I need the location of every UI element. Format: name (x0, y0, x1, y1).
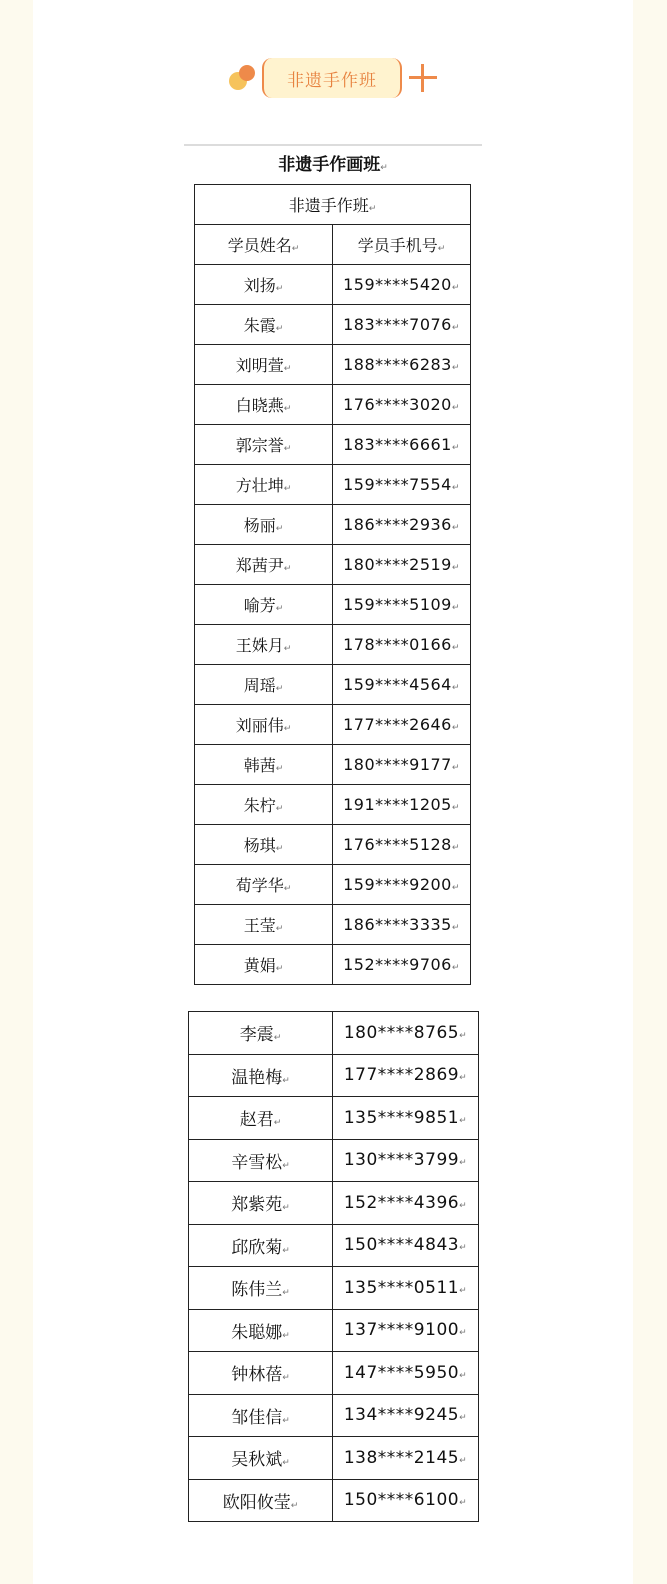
table-row (189, 1479, 479, 1522)
student-name-cell: 朱聪娜↵ (189, 1309, 333, 1352)
table-row (189, 1224, 479, 1267)
student-name-cell: 辛雪松↵ (189, 1139, 333, 1182)
student-name-cell: 周瑶↵ (195, 665, 333, 705)
student-name-cell: 赵君↵ (189, 1097, 333, 1140)
student-phone-cell: 159****7554↵ (333, 465, 471, 505)
student-name-cell: 王莹↵ (195, 905, 333, 945)
student-phone-cell: 138****2145↵ (333, 1437, 479, 1480)
student-name-cell: 郭宗誉↵ (195, 425, 333, 465)
student-table-part2 (188, 1011, 479, 1522)
student-name-cell: 邱欣菊↵ (189, 1224, 333, 1267)
student-phone-cell: 150****4843↵ (333, 1224, 479, 1267)
student-name-cell: 朱霞↵ (195, 305, 333, 345)
table-row (195, 625, 471, 665)
table-row (195, 545, 471, 585)
table-row (189, 1352, 479, 1395)
section-title: 非遗手作班 (262, 58, 402, 98)
table-row (195, 585, 471, 625)
student-name-cell: 陈伟兰↵ (189, 1267, 333, 1310)
table-row (189, 1012, 479, 1055)
student-name-cell: 王姝月↵ (195, 625, 333, 665)
table-row (195, 705, 471, 745)
student-name-cell: 吴秋斌↵ (189, 1437, 333, 1480)
student-phone-cell: 150****6100↵ (333, 1479, 479, 1522)
document-title: 非遗手作画班↵ (278, 155, 388, 175)
student-phone-cell: 137****9100↵ (333, 1309, 479, 1352)
column-header-name: 学员姓名↵ (195, 225, 333, 265)
student-phone-cell: 159****4564↵ (333, 665, 471, 705)
student-phone-cell: 180****8765↵ (333, 1012, 479, 1055)
student-name-cell: 刘明萱↵ (195, 345, 333, 385)
student-table-part1 (194, 184, 471, 985)
table-row (189, 1097, 479, 1140)
table-row (195, 425, 471, 465)
table-row (189, 1437, 479, 1480)
student-name-cell: 杨丽↵ (195, 505, 333, 545)
student-phone-cell: 183****6661↵ (333, 425, 471, 465)
student-phone-cell: 159****5109↵ (333, 585, 471, 625)
table-row (189, 1182, 479, 1225)
table-row (195, 785, 471, 825)
student-phone-cell: 134****9245↵ (333, 1394, 479, 1437)
student-phone-cell: 147****5950↵ (333, 1352, 479, 1395)
table-title-cell: 非遗手作班↵ (195, 185, 471, 225)
student-phone-cell: 183****7076↵ (333, 305, 471, 345)
table-row (195, 945, 471, 985)
table-row (189, 1267, 479, 1310)
student-phone-cell: 191****1205↵ (333, 785, 471, 825)
table-row (195, 825, 471, 865)
student-phone-cell: 180****2519↵ (333, 545, 471, 585)
student-phone-cell: 135****0511↵ (333, 1267, 479, 1310)
student-name-cell: 郑紫苑↵ (189, 1182, 333, 1225)
student-phone-cell: 130****3799↵ (333, 1139, 479, 1182)
student-phone-cell: 159****5420↵ (333, 265, 471, 305)
student-phone-cell: 180****9177↵ (333, 745, 471, 785)
student-phone-cell: 152****4396↵ (333, 1182, 479, 1225)
table-row (195, 305, 471, 345)
table-row (189, 1054, 479, 1097)
student-phone-cell: 159****9200↵ (333, 865, 471, 905)
table-title-row (195, 185, 471, 225)
student-name-cell: 郑茜尹↵ (195, 545, 333, 585)
plus-icon (409, 64, 437, 92)
table-row (195, 865, 471, 905)
student-phone-cell: 186****3335↵ (333, 905, 471, 945)
student-name-cell: 朱柠↵ (195, 785, 333, 825)
table-row (195, 505, 471, 545)
table-row (189, 1394, 479, 1437)
student-name-cell: 黄娟↵ (195, 945, 333, 985)
student-name-cell: 喻芳↵ (195, 585, 333, 625)
decorative-dot-icon (239, 65, 255, 81)
table-row (195, 745, 471, 785)
table-row (195, 905, 471, 945)
student-phone-cell: 188****6283↵ (333, 345, 471, 385)
student-name-cell: 方壮坤↵ (195, 465, 333, 505)
student-phone-cell: 186****2936↵ (333, 505, 471, 545)
table-row (195, 265, 471, 305)
student-name-cell: 刘丽伟↵ (195, 705, 333, 745)
table-header-row (195, 225, 471, 265)
student-phone-cell: 135****9851↵ (333, 1097, 479, 1140)
section-header-badge (227, 56, 441, 102)
document-top-border (184, 144, 482, 146)
student-phone-cell: 176****3020↵ (333, 385, 471, 425)
student-phone-cell: 178****0166↵ (333, 625, 471, 665)
student-name-cell: 白晓燕↵ (195, 385, 333, 425)
student-name-cell: 刘扬↵ (195, 265, 333, 305)
table-row (195, 665, 471, 705)
table-row (189, 1309, 479, 1352)
student-name-cell: 李震↵ (189, 1012, 333, 1055)
student-phone-cell: 177****2646↵ (333, 705, 471, 745)
student-phone-cell: 152****9706↵ (333, 945, 471, 985)
student-phone-cell: 177****2869↵ (333, 1054, 479, 1097)
column-header-phone: 学员手机号↵ (333, 225, 471, 265)
student-name-cell: 杨琪↵ (195, 825, 333, 865)
table-row (195, 385, 471, 425)
student-phone-cell: 176****5128↵ (333, 825, 471, 865)
student-name-cell: 邹佳信↵ (189, 1394, 333, 1437)
student-name-cell: 钟林蓓↵ (189, 1352, 333, 1395)
table-row (195, 345, 471, 385)
student-name-cell: 温艳梅↵ (189, 1054, 333, 1097)
table-row (195, 465, 471, 505)
student-name-cell: 荀学华↵ (195, 865, 333, 905)
student-name-cell: 欧阳攸莹↵ (189, 1479, 333, 1522)
table-row (189, 1139, 479, 1182)
student-name-cell: 韩茜↵ (195, 745, 333, 785)
